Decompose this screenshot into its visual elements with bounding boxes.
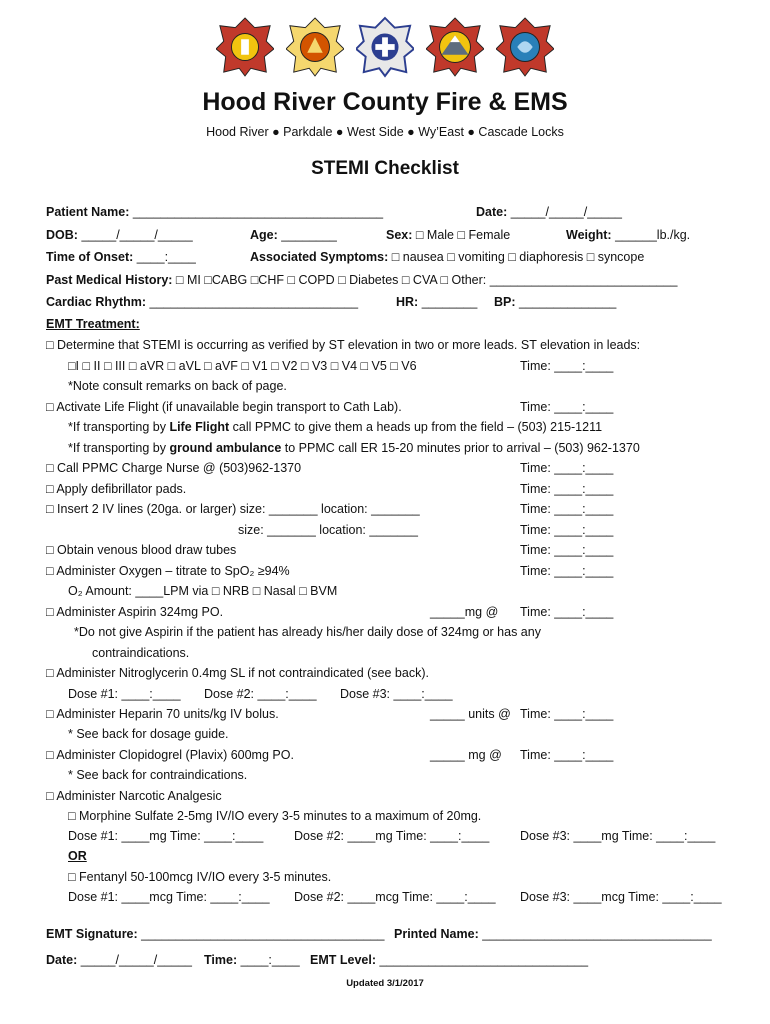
plavix-checkbox[interactable]: □ Administer Clopidogrel (Plavix) 600mg PO. xyxy=(46,748,294,762)
sig-time-field[interactable]: ____:____ xyxy=(240,953,300,967)
history-label: Past Medical History: xyxy=(46,273,173,287)
history-row xyxy=(46,272,677,288)
plavix-time-field[interactable]: Time: ____:____ xyxy=(520,748,614,762)
blood-draw-time-field[interactable]: Time: ____:____ xyxy=(520,543,614,557)
signature-label: EMT Signature: xyxy=(46,927,138,941)
dob-row xyxy=(46,227,193,243)
heparin-dose-field[interactable]: _____ units @ xyxy=(430,707,511,721)
heparin-checkbox[interactable]: □ Administer Heparin 70 units/kg IV bolus. xyxy=(46,707,279,721)
cascade-locks-logo xyxy=(496,16,554,78)
age-label: Age: xyxy=(250,228,278,242)
symptoms-options[interactable]: □ nausea □ vomiting □ diaphoresis □ syncope xyxy=(391,250,645,264)
ntg-dose-2-field[interactable]: Dose #2: ____:____ xyxy=(204,687,317,701)
onset-row xyxy=(46,249,196,265)
sig-date-row xyxy=(46,952,192,968)
sig-date-label: Date: xyxy=(46,953,78,967)
weight-row xyxy=(566,227,690,243)
printed-name-label: Printed Name: xyxy=(394,927,479,941)
rhythm-row xyxy=(46,294,358,310)
charge-nurse-time-field[interactable]: Time: ____:____ xyxy=(520,461,614,475)
signature-field[interactable]: ___________________________________ xyxy=(141,927,385,941)
patient-name-row xyxy=(46,204,383,220)
emt-level-row xyxy=(310,952,588,968)
onset-field[interactable]: ____:____ xyxy=(136,250,196,264)
hr-field[interactable]: ________ xyxy=(421,295,478,309)
agency-logos xyxy=(0,16,770,78)
heparin-time-field[interactable]: Time: ____:____ xyxy=(520,707,614,721)
fentanyl-dose-1-field[interactable]: Dose #1: ____mcg Time: ____:____ xyxy=(68,890,270,904)
aspirin-note-cont: contraindications. xyxy=(92,646,190,660)
blood-draw-checkbox[interactable]: □ Obtain venous blood draw tubes xyxy=(46,543,237,557)
aspirin-time-field[interactable]: Time: ____:____ xyxy=(520,605,614,619)
stemi-time-field[interactable]: Time: ____:____ xyxy=(520,359,614,373)
plavix-note: * See back for contraindications. xyxy=(68,768,248,782)
agency-title: Hood River County Fire & EMS xyxy=(202,88,568,116)
updated-footer: Updated 3/1/2017 xyxy=(346,978,424,989)
sig-time-row xyxy=(204,952,300,968)
symptoms-label: Associated Symptoms: xyxy=(250,250,389,264)
sig-time-label: Time: xyxy=(204,953,238,967)
printed-name-field[interactable]: _________________________________ xyxy=(482,927,712,941)
iv-1-time-field[interactable]: Time: ____:____ xyxy=(520,502,614,516)
dob-label: DOB: xyxy=(46,228,78,242)
agency-subtitle: Hood River ● Parkdale ● West Side ● Wy’East ● Cascade Locks xyxy=(206,125,564,139)
sex-label: Sex: xyxy=(386,228,413,242)
iv-line-2-field[interactable]: size: _______ location: _______ xyxy=(238,523,419,537)
sex-options[interactable]: □ Male □ Female xyxy=(415,228,511,242)
morphine-checkbox[interactable]: □ Morphine Sulfate 2-5mg IV/IO every 3-5 minutes to a maximum of 20mg. xyxy=(68,809,482,823)
life-flight-note: *If transporting by Life Flight call PPMC to give them a heads up from the field – (503) 215-1211 xyxy=(68,420,603,434)
symptoms-row xyxy=(250,249,644,265)
fentanyl-dose-2-field[interactable]: Dose #2: ____mcg Time: ____:____ xyxy=(294,890,496,904)
sex-row xyxy=(386,227,510,243)
weight-label: Weight: xyxy=(566,228,612,242)
history-options[interactable]: □ MI □CABG □CHF □ COPD □ Diabetes □ CVA □ Other: ___________________________ xyxy=(175,273,678,287)
hr-row xyxy=(396,294,477,310)
stemi-checkbox[interactable]: □ Determine that STEMI is occurring as verified by ST elevation in two or more leads. ST elevation in leads: xyxy=(46,338,641,352)
age-field[interactable]: ________ xyxy=(281,228,337,242)
treatment-heading: EMT Treatment: xyxy=(46,317,140,331)
hood-river-logo xyxy=(216,16,274,78)
document-title: STEMI Checklist xyxy=(311,158,459,179)
ntg-dose-3-field[interactable]: Dose #3: ____:____ xyxy=(340,687,453,701)
rhythm-field[interactable]: ______________________________ xyxy=(149,295,359,309)
patient-name-field[interactable]: ____________________________________ xyxy=(132,205,384,219)
aspirin-note: *Do not give Aspirin if the patient has already his/her daily dose of 324mg or has any xyxy=(74,625,541,639)
hr-label: HR: xyxy=(396,295,419,309)
emt-level-field[interactable]: ______________________________ xyxy=(379,953,589,967)
west-side-logo xyxy=(356,16,414,78)
iv-lines-checkbox[interactable]: □ Insert 2 IV lines (20ga. or larger) size: _______ location: _______ xyxy=(46,502,420,516)
ntg-checkbox[interactable]: □ Administer Nitroglycerin 0.4mg SL if not contraindicated (see back). xyxy=(46,666,429,680)
or-label: OR xyxy=(68,849,87,863)
printed-name-row xyxy=(394,926,712,942)
fentanyl-dose-3-field[interactable]: Dose #3: ____mcg Time: ____:____ xyxy=(520,890,722,904)
bp-row xyxy=(494,294,616,310)
emt-level-label: EMT Level: xyxy=(310,953,376,967)
morphine-dose-3-field[interactable]: Dose #3: ____mg Time: ____:____ xyxy=(520,829,716,843)
date-field[interactable]: _____/_____/_____ xyxy=(510,205,622,219)
oxygen-time-field[interactable]: Time: ____:____ xyxy=(520,564,614,578)
bp-label: BP: xyxy=(494,295,516,309)
leads-checkboxes[interactable]: □I □ II □ III □ aVR □ aVL □ aVF □ V1 □ V2 □ V3 □ V4 □ V5 □ V6 xyxy=(68,359,417,373)
rhythm-label: Cardiac Rhythm: xyxy=(46,295,147,309)
o2-amount-field[interactable]: O₂ Amount: ____LPM via □ NRB □ Nasal □ BVM xyxy=(68,584,338,598)
bp-field[interactable]: ______________ xyxy=(519,295,617,309)
heparin-note: * See back for dosage guide. xyxy=(68,727,229,741)
ntg-dose-1-field[interactable]: Dose #1: ____:____ xyxy=(68,687,181,701)
iv-2-time-field[interactable]: Time: ____:____ xyxy=(520,523,614,537)
defib-checkbox[interactable]: □ Apply defibrillator pads. xyxy=(46,482,187,496)
plavix-dose-field[interactable]: _____ mg @ xyxy=(430,748,502,762)
aspirin-checkbox[interactable]: □ Administer Aspirin 324mg PO. xyxy=(46,605,224,619)
oxygen-checkbox[interactable]: □ Administer Oxygen – titrate to SpO₂ ≥94% xyxy=(46,564,290,578)
morphine-dose-2-field[interactable]: Dose #2: ____mg Time: ____:____ xyxy=(294,829,490,843)
date-row xyxy=(476,204,622,220)
date-label: Date: xyxy=(476,205,508,219)
ground-ambulance-note: *If transporting by ground ambulance to PPMC call ER 15-20 minutes prior to arrival – (503) 962-1370 xyxy=(68,441,640,455)
wy-east-logo xyxy=(426,16,484,78)
patient-name-label: Patient Name: xyxy=(46,205,130,219)
morphine-dose-1-field[interactable]: Dose #1: ____mg Time: ____:____ xyxy=(68,829,264,843)
life-flight-time-field[interactable]: Time: ____:____ xyxy=(520,400,614,414)
consult-note: *Note consult remarks on back of page. xyxy=(68,379,287,393)
dob-field[interactable]: _____/_____/_____ xyxy=(81,228,193,242)
charge-nurse-checkbox[interactable]: □ Call PPMC Charge Nurse @ (503)962-1370 xyxy=(46,461,302,475)
age-row xyxy=(250,227,337,243)
narcotic-checkbox[interactable]: □ Administer Narcotic Analgesic xyxy=(46,789,222,803)
sig-date-field[interactable]: _____/_____/_____ xyxy=(80,953,192,967)
parkdale-logo xyxy=(286,16,344,78)
aspirin-dose-field[interactable]: _____mg @ xyxy=(430,605,499,619)
defib-time-field[interactable]: Time: ____:____ xyxy=(520,482,614,496)
weight-field[interactable]: ______lb./kg. xyxy=(615,228,691,242)
signature-row xyxy=(46,926,384,942)
life-flight-checkbox[interactable]: □ Activate Life Flight (if unavailable begin transport to Cath Lab). xyxy=(46,400,402,414)
onset-label: Time of Onset: xyxy=(46,250,134,264)
fentanyl-checkbox[interactable]: □ Fentanyl 50-100mcg IV/IO every 3-5 minutes. xyxy=(68,870,332,884)
